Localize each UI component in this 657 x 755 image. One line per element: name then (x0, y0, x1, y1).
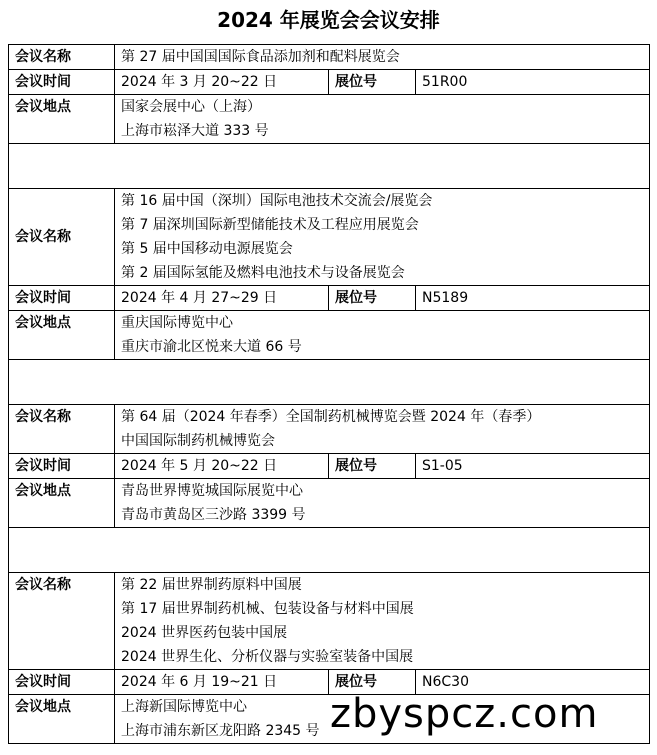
time-label: 会议时间 (9, 70, 115, 95)
event-1-name-row (9, 45, 650, 70)
booth-label: 展位号 (329, 286, 416, 311)
venue-label: 会议地点 (9, 479, 115, 528)
event-name: 第 17 届世界制药机械、包装设备与材料中国展 (121, 601, 414, 617)
event-name: 第 2 届国际氢能及燃料电池技术与设备展览会 (121, 265, 405, 281)
event-2-name-row (9, 189, 650, 286)
event-time: 2024 年 6 月 19~21 日 (115, 670, 329, 695)
event-names (115, 45, 650, 70)
time-label: 会议时间 (9, 454, 115, 479)
time-label: 会议时间 (9, 286, 115, 311)
event-name: 第 7 届深圳国际新型储能技术及工程应用展览会 (121, 217, 419, 233)
venue-name: 青岛世界博览城国际展览中心 (121, 483, 303, 499)
event-name: 中国国际制药机械博览会 (121, 433, 275, 449)
venue-name: 重庆国际博览中心 (121, 315, 233, 331)
event-2-time-row (9, 286, 650, 311)
venue-address: 重庆市渝北区悦来大道 66 号 (121, 339, 302, 355)
name-label: 会议名称 (9, 45, 115, 70)
event-venue (115, 479, 650, 528)
spacer-row (9, 360, 650, 405)
booth-label: 展位号 (329, 670, 416, 695)
event-time: 2024 年 4 月 27~29 日 (115, 286, 329, 311)
venue-label: 会议地点 (9, 311, 115, 360)
venue-label: 会议地点 (9, 695, 115, 744)
schedule-table (8, 44, 650, 744)
booth-label: 展位号 (329, 454, 416, 479)
event-3-name-row (9, 405, 650, 454)
event-name: 第 27 届中国国国际食品添加剂和配料展览会 (121, 49, 400, 65)
venue-address: 上海市浦东新区龙阳路 2345 号 (121, 723, 320, 739)
event-names (115, 405, 650, 454)
event-name: 第 22 届世界制药原料中国展 (121, 577, 302, 593)
event-name: 第 16 届中国（深圳）国际电池技术交流会/展览会 (121, 193, 433, 209)
venue-label: 会议地点 (9, 95, 115, 144)
venue-address: 上海市崧泽大道 333 号 (121, 123, 269, 139)
event-3-venue-row (9, 479, 650, 528)
event-name: 2024 世界医药包装中国展 (121, 625, 288, 641)
time-label: 会议时间 (9, 670, 115, 695)
event-2-venue-row (9, 311, 650, 360)
spacer-row (9, 528, 650, 573)
name-label: 会议名称 (9, 405, 115, 454)
name-label: 会议名称 (9, 573, 115, 670)
event-name: 2024 世界生化、分析仪器与实验室装备中国展 (121, 649, 414, 665)
watermark: zbyspcz.com (330, 691, 599, 737)
event-time: 2024 年 3 月 20~22 日 (115, 70, 329, 95)
event-name: 第 5 届中国移动电源展览会 (121, 241, 293, 257)
event-1-time-row (9, 70, 650, 95)
event-name: 第 64 届（2024 年春季）全国制药机械博览会暨 2024 年（春季） (121, 409, 541, 425)
event-time: 2024 年 5 月 20~22 日 (115, 454, 329, 479)
event-names (115, 573, 650, 670)
venue-name: 国家会展中心（上海） (121, 99, 261, 115)
booth-number: N5189 (416, 286, 650, 311)
booth-number: N6C30 (416, 670, 650, 695)
event-3-time-row (9, 454, 650, 479)
venue-address: 青岛市黄岛区三沙路 3399 号 (121, 507, 306, 523)
event-names (115, 189, 650, 286)
venue-name: 上海新国际博览中心 (121, 699, 247, 715)
event-venue (115, 311, 650, 360)
spacer-row (9, 144, 650, 189)
booth-number: 51R00 (416, 70, 650, 95)
event-venue (115, 95, 650, 144)
booth-number: S1-05 (416, 454, 650, 479)
booth-label: 展位号 (329, 70, 416, 95)
event-4-name-row (9, 573, 650, 670)
name-label: 会议名称 (9, 189, 115, 286)
document-title: 2024 年展览会会议安排 (217, 8, 440, 32)
event-1-venue-row (9, 95, 650, 144)
